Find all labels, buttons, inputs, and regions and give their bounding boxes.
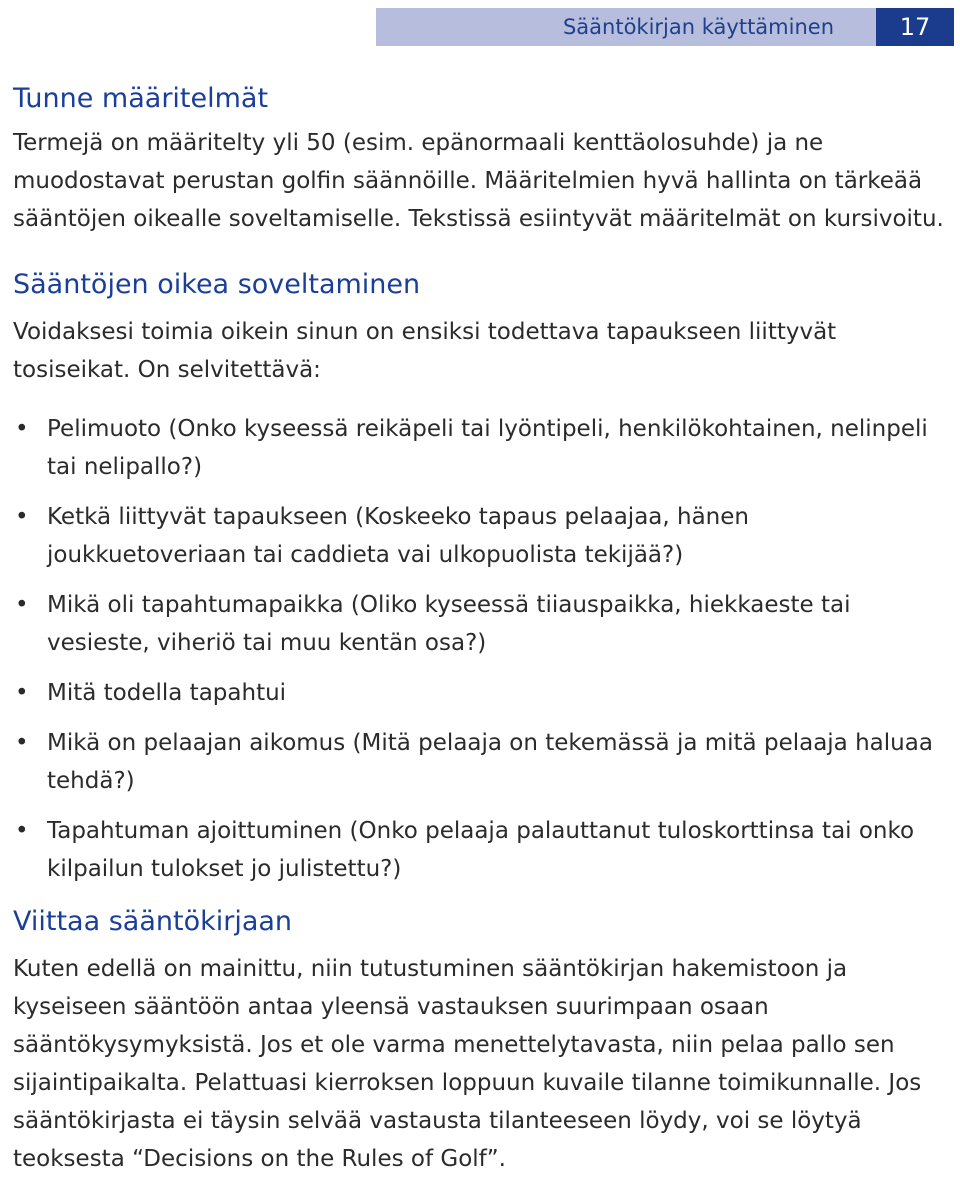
section-body: Kuten edellä on mainittu, niin tutustuminen sääntökirjan hakemistoon ja kyseiseen sääntöön antaa yleensä vastauksen suurimpaan osaan sääntökysymyksistä. Jos et ole varma menettelytavasta, niin pelaa pallo sen sijaintipaikalta. Pelattuasi kierroksen loppuun kuvaile tilanne toimikunnalle. Jos sääntökirjasta ei täysin selvää vastausta tilanteeseen löydy, voi se löytyä teoksesta “Decisions on the Rules of Golf”. (13, 956, 922, 1172)
list-item: • Mitä todella tapahtui (13, 674, 948, 712)
list-item: • Ketkä liittyvät tapaukseen (Koskeeko tapaus pelaajaa, hänen joukkuetoveriaan tai caddieta vai ulkopuolista tekijää?) (13, 498, 948, 574)
running-header (376, 8, 876, 46)
list-item: • Pelimuoto (Onko kyseessä reikäpeli tai lyöntipeli, henkilökohtainen, nelinpeli tai nelipallo?) (13, 410, 948, 486)
list-item: • Mikä oli tapahtumapaikka (Oliko kyseessä tiiauspaikka, hiekkaeste tai vesieste, viheriö tai muu kentän osa?) (13, 586, 948, 662)
page-number: 17 (876, 8, 954, 46)
list-item: • Mikä on pelaajan aikomus (Mitä pelaaja on tekemässä ja mitä pelaaja haluaa tehdä?) (13, 724, 948, 800)
list-item: • Tapahtuman ajoittuminen (Onko pelaaja palauttanut tuloskorttinsa tai onko kilpailun tulokset jo julistettu?) (13, 812, 948, 888)
fact-list (13, 410, 948, 900)
section-heading: Viittaa sääntökirjaan (13, 906, 293, 937)
section-heading: Tunne määritelmät (13, 83, 269, 114)
section-body: Termejä on määritelty yli 50 (esim. epänormaali kenttäolosuhde) ja ne muodostavat perustan golfin säännöille. Määritelmien hyvä hallinta on tärkeää sääntöjen oikealle soveltamiselle. Tekstissä esiintyvät määritelmät on kursivoitu. (13, 130, 944, 232)
section-body: Voidaksesi toimia oikein sinun on ensiksi todettava tapaukseen liittyvät tosiseikat. On selvitettävä: (13, 319, 837, 383)
section-heading: Sääntöjen oikea soveltaminen (13, 269, 421, 300)
header-title: Sääntökirjan käyttäminen (562, 15, 834, 39)
